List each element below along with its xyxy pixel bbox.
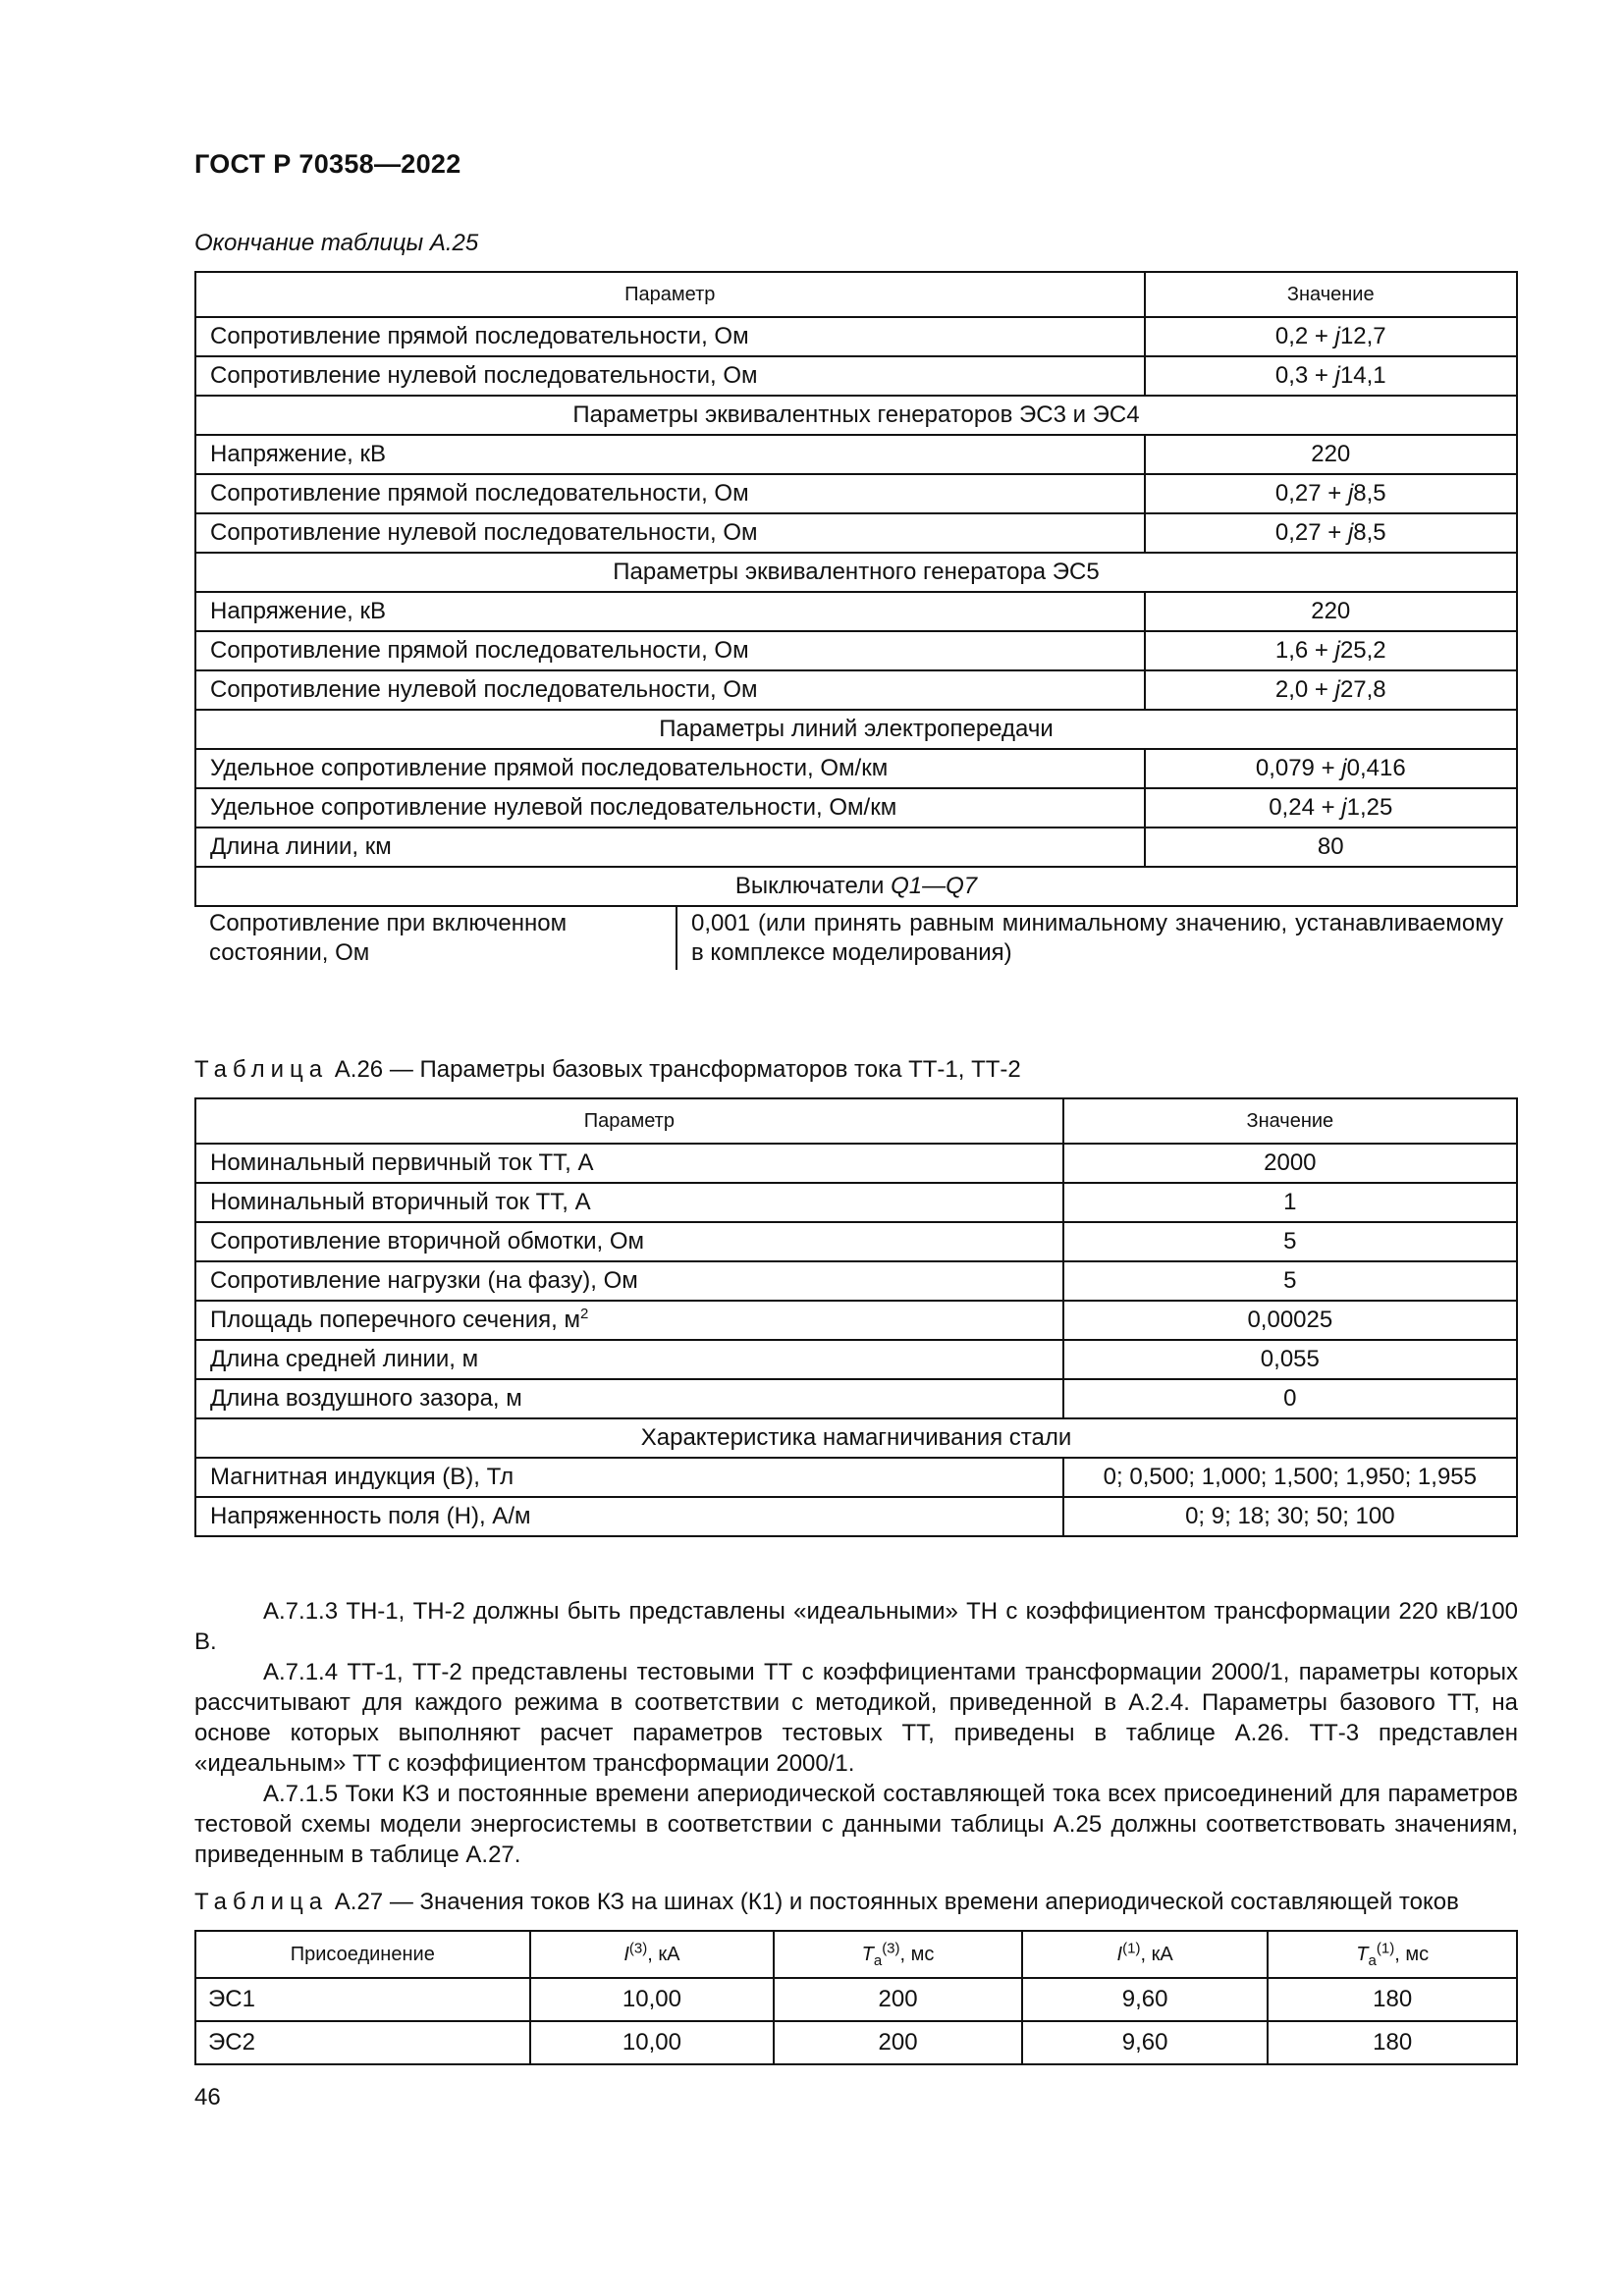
standard-header: ГОСТ Р 70358—2022 <box>194 149 461 179</box>
ta3-cell: 200 <box>774 2021 1022 2064</box>
page-number: 46 <box>194 2084 221 2110</box>
value-cell: 0,079 + j0,416 <box>1145 749 1517 788</box>
value-cell: 0,3 + j14,1 <box>1145 356 1517 396</box>
table-a27 <box>194 1930 1518 2065</box>
ta1-cell: 180 <box>1268 1978 1517 2021</box>
paragraph: А.7.1.4 ТТ-1, ТТ-2 представлены тестовыми ТТ с коэффициентами трансформации 2000/1, параметры которых рассчитывают для каждого режима в соответствии с методикой, приведенной в А.2.4. Параметры базового ТТ, на основе которых выполняют расчет параметров тестовых ТТ, приведены в таблице А.26. ТТ-3 представлен «идеальным» ТТ с коэффициентом трансформации 2000/1. <box>194 1659 1518 1777</box>
table-header-row <box>195 1931 1517 1978</box>
section-row <box>195 1418 1517 1458</box>
param-text: Площадь поперечного сечения, м <box>210 1307 580 1333</box>
table-row <box>195 1183 1517 1222</box>
table-row <box>195 474 1517 513</box>
param-cell <box>195 1301 1063 1340</box>
connection-cell: ЭС1 <box>195 1978 530 2021</box>
section-title: Параметры линий электропередачи <box>195 710 1517 749</box>
section-row <box>195 553 1517 592</box>
value-cell: 1,6 + j25,2 <box>1145 631 1517 670</box>
paragraph: А.7.1.5 Токи КЗ и постоянные времени апериодической составляющей тока всех присоединений для параметров тестовой схемы модели энергосистемы в соответствии с данными таблицы А.25 должны соответствовать значениям, приведенным в таблице А.27. <box>194 1781 1518 1868</box>
table-row <box>195 1978 1517 2021</box>
table-row <box>195 435 1517 474</box>
caption-text: А.26 — Параметры базовых трансформаторов тока ТТ-1, ТТ-2 <box>328 1056 1021 1083</box>
body-text <box>194 1596 1518 1870</box>
value-cell: 5 <box>1063 1222 1517 1261</box>
table-row <box>195 788 1517 828</box>
param-cell: Номинальный вторичный ток ТТ, А <box>195 1183 1063 1222</box>
header-ta1: $T_a^{(1)}$, мс <box>1268 1931 1517 1978</box>
header-i3: $I^{(3)}$, кА <box>530 1931 775 1978</box>
param-cell: Сопротивление вторичной обмотки, Ом <box>195 1222 1063 1261</box>
section-title: Параметры эквивалентного генератора ЭС5 <box>195 553 1517 592</box>
i1-cell: 9,60 <box>1022 2021 1269 2064</box>
value-cell: 0,27 + j8,5 <box>1145 474 1517 513</box>
table-row <box>195 670 1517 710</box>
table-a25 <box>194 271 1518 970</box>
value-cell: 0; 0,500; 1,000; 1,500; 1,950; 1,955 <box>1063 1458 1517 1497</box>
param-cell: Удельное сопротивление нулевой последовательности, Ом/км <box>195 788 1145 828</box>
param-cell: Сопротивление прямой последовательности, Ом <box>195 317 1145 356</box>
header-value: Значение <box>1145 272 1517 317</box>
section-title: Выключатели Q1—Q7 <box>195 867 1517 906</box>
table-row <box>195 2021 1517 2064</box>
param-cell: Сопротивление прямой последовательности, Ом <box>195 474 1145 513</box>
table-row <box>195 631 1517 670</box>
table-header-row <box>195 272 1517 317</box>
table-row <box>195 1340 1517 1379</box>
i3-cell: 10,00 <box>530 2021 775 2064</box>
paragraph: А.7.1.3 ТН-1, ТН-2 должны быть представлены «идеальными» ТН с коэффициентом трансформации 220 кВ/100 В. <box>194 1598 1518 1655</box>
param-cell: Длина средней линии, м <box>195 1340 1063 1379</box>
param-cell: Магнитная индукция (В), Тл <box>195 1458 1063 1497</box>
param-cell: Сопротивление нулевой последовательности, Ом <box>195 513 1145 553</box>
table-row <box>195 1458 1517 1497</box>
table-row <box>195 317 1517 356</box>
param-cell: Сопротивление нагрузки (на фазу), Ом <box>195 1261 1063 1301</box>
value-cell: 0,055 <box>1063 1340 1517 1379</box>
param-cell: Напряжение, кВ <box>195 435 1145 474</box>
header-value: Значение <box>1063 1098 1517 1144</box>
param-cell: Сопротивление прямой последовательности, Ом <box>195 631 1145 670</box>
value-cell: 80 <box>1145 828 1517 867</box>
value-cell: 0,2 + j12,7 <box>1145 317 1517 356</box>
value-cell: 0; 9; 18; 30; 50; 100 <box>1063 1497 1517 1536</box>
caption-text: А.27 — Значения токов КЗ на шинах (К1) и постоянных времени апериодической составляющей токов <box>328 1889 1459 1915</box>
param-cell: Длина линии, км <box>195 828 1145 867</box>
value-cell: 5 <box>1063 1261 1517 1301</box>
table-row <box>195 828 1517 867</box>
section-row <box>195 867 1517 906</box>
param-cell: Номинальный первичный ток ТТ, А <box>195 1144 1063 1183</box>
i1-cell: 9,60 <box>1022 1978 1269 2021</box>
table-continuation-caption: Окончание таблицы А.25 <box>194 230 479 256</box>
table-a26-caption <box>194 1056 1021 1084</box>
table-row <box>195 356 1517 396</box>
value-cell: 1 <box>1063 1183 1517 1222</box>
table-header-row <box>195 1098 1517 1144</box>
section-title: Параметры эквивалентных генераторов ЭС3 и ЭС4 <box>195 396 1517 435</box>
table-row <box>195 592 1517 631</box>
caption-prefix: Таблица <box>194 1056 329 1083</box>
param-cell: Удельное сопротивление прямой последовательности, Ом/км <box>195 749 1145 788</box>
param-cell: Длина воздушного зазора, м <box>195 1379 1063 1418</box>
param-cell: Напряжение, кВ <box>195 592 1145 631</box>
value-cell: 2,0 + j27,8 <box>1145 670 1517 710</box>
section-row <box>195 396 1517 435</box>
value-cell: 220 <box>1145 592 1517 631</box>
table-a27-caption <box>194 1889 1459 1916</box>
header-param: Параметр <box>195 272 1145 317</box>
table-row <box>195 906 1517 970</box>
connection-cell: ЭС2 <box>195 2021 530 2064</box>
table-row <box>195 1379 1517 1418</box>
value-cell: 0,27 + j8,5 <box>1145 513 1517 553</box>
table-a26 <box>194 1097 1518 1537</box>
header-connection: Присоединение <box>195 1931 530 1978</box>
table-row <box>195 749 1517 788</box>
value-cell: 0 <box>1063 1379 1517 1418</box>
param-cell: Сопротивление нулевой последовательности, Ом <box>195 670 1145 710</box>
param-cell: Сопротивление нулевой последовательности, Ом <box>195 356 1145 396</box>
table-row <box>195 1497 1517 1536</box>
ta1-cell: 180 <box>1268 2021 1517 2064</box>
param-cell: Сопротивление при включенном состоянии, Ом <box>195 907 677 970</box>
section-row <box>195 710 1517 749</box>
header-param: Параметр <box>195 1098 1063 1144</box>
table-row <box>195 513 1517 553</box>
section-title: Характеристика намагничивания стали <box>195 1418 1517 1458</box>
ta3-cell: 200 <box>774 1978 1022 2021</box>
value-cell: 0,001 (или принять равным минимальному значению, устанавливаемому в комплексе моделирования) <box>691 910 1503 966</box>
caption-prefix: Таблица <box>194 1889 329 1915</box>
table-row <box>195 1222 1517 1261</box>
header-ta3: $T_a^{(3)}$, мс <box>774 1931 1022 1978</box>
param-superscript: 2 <box>579 1306 589 1322</box>
header-i1: $I^{(1)}$, кА <box>1022 1931 1269 1978</box>
value-cell: 2000 <box>1063 1144 1517 1183</box>
table-row <box>195 1144 1517 1183</box>
value-cell: 220 <box>1145 435 1517 474</box>
value-cell: 0,24 + j1,25 <box>1145 788 1517 828</box>
i3-cell: 10,00 <box>530 1978 775 2021</box>
table-row <box>195 1301 1517 1340</box>
value-cell: 0,00025 <box>1063 1301 1517 1340</box>
param-cell: Напряженность поля (Н), А/м <box>195 1497 1063 1536</box>
table-row <box>195 1261 1517 1301</box>
